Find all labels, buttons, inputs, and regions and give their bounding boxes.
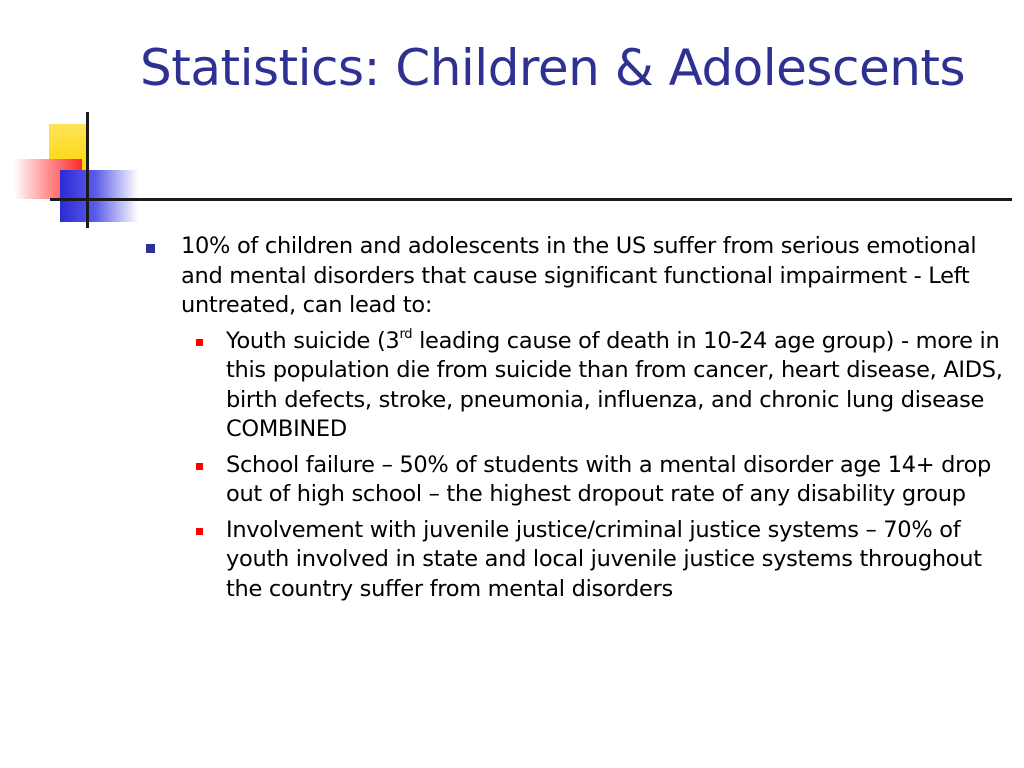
red-square-bullet-icon: [196, 463, 203, 470]
sub-bullet-text: Involvement with juvenile justice/criminal justice systems – 70% of youth involved in state and local juvenile justice systems throughout the country suffer from mental disorders: [226, 516, 982, 602]
sub-bullet-juvenile-justice: [181, 516, 1006, 605]
sub-bullet-text-after: leading cause of death in 10-24 age group) - more in this population die from suicide than from cancer, heart disease, AIDS, birth defects, stroke, pneumonia, influenza, and chronic lung disease COMBINED: [226, 327, 1003, 442]
sub-bullet-text-before: Youth suicide (3: [226, 327, 400, 354]
red-square-bullet-icon: [196, 339, 203, 346]
sub-bullet-school-failure: [181, 451, 1006, 510]
sub-bullet-text: School failure – 50% of students with a mental disorder age 14+ drop out of high school – the highest dropout rate of any disability group: [226, 451, 992, 507]
red-square-bullet-icon: [196, 528, 203, 535]
title-underline-rule: [50, 198, 1012, 201]
bullet-level1: [146, 232, 1006, 604]
square-bullet-icon: [146, 244, 155, 253]
decorative-vertical-line: [86, 112, 89, 228]
bullet-text: 10% of children and adolescents in the US suffer from serious emotional and mental disorders that cause significant functional impairment - Left untreated, can lead to:: [181, 233, 977, 318]
sub-bullet-list: [181, 327, 1006, 605]
decorative-blue-square: [60, 170, 138, 222]
sub-bullet-suicide: [181, 327, 1006, 445]
slide-title: Statistics: Children & Adolescents: [140, 39, 966, 97]
slide-body: [146, 232, 1006, 610]
ordinal-suffix: rd: [399, 327, 413, 342]
